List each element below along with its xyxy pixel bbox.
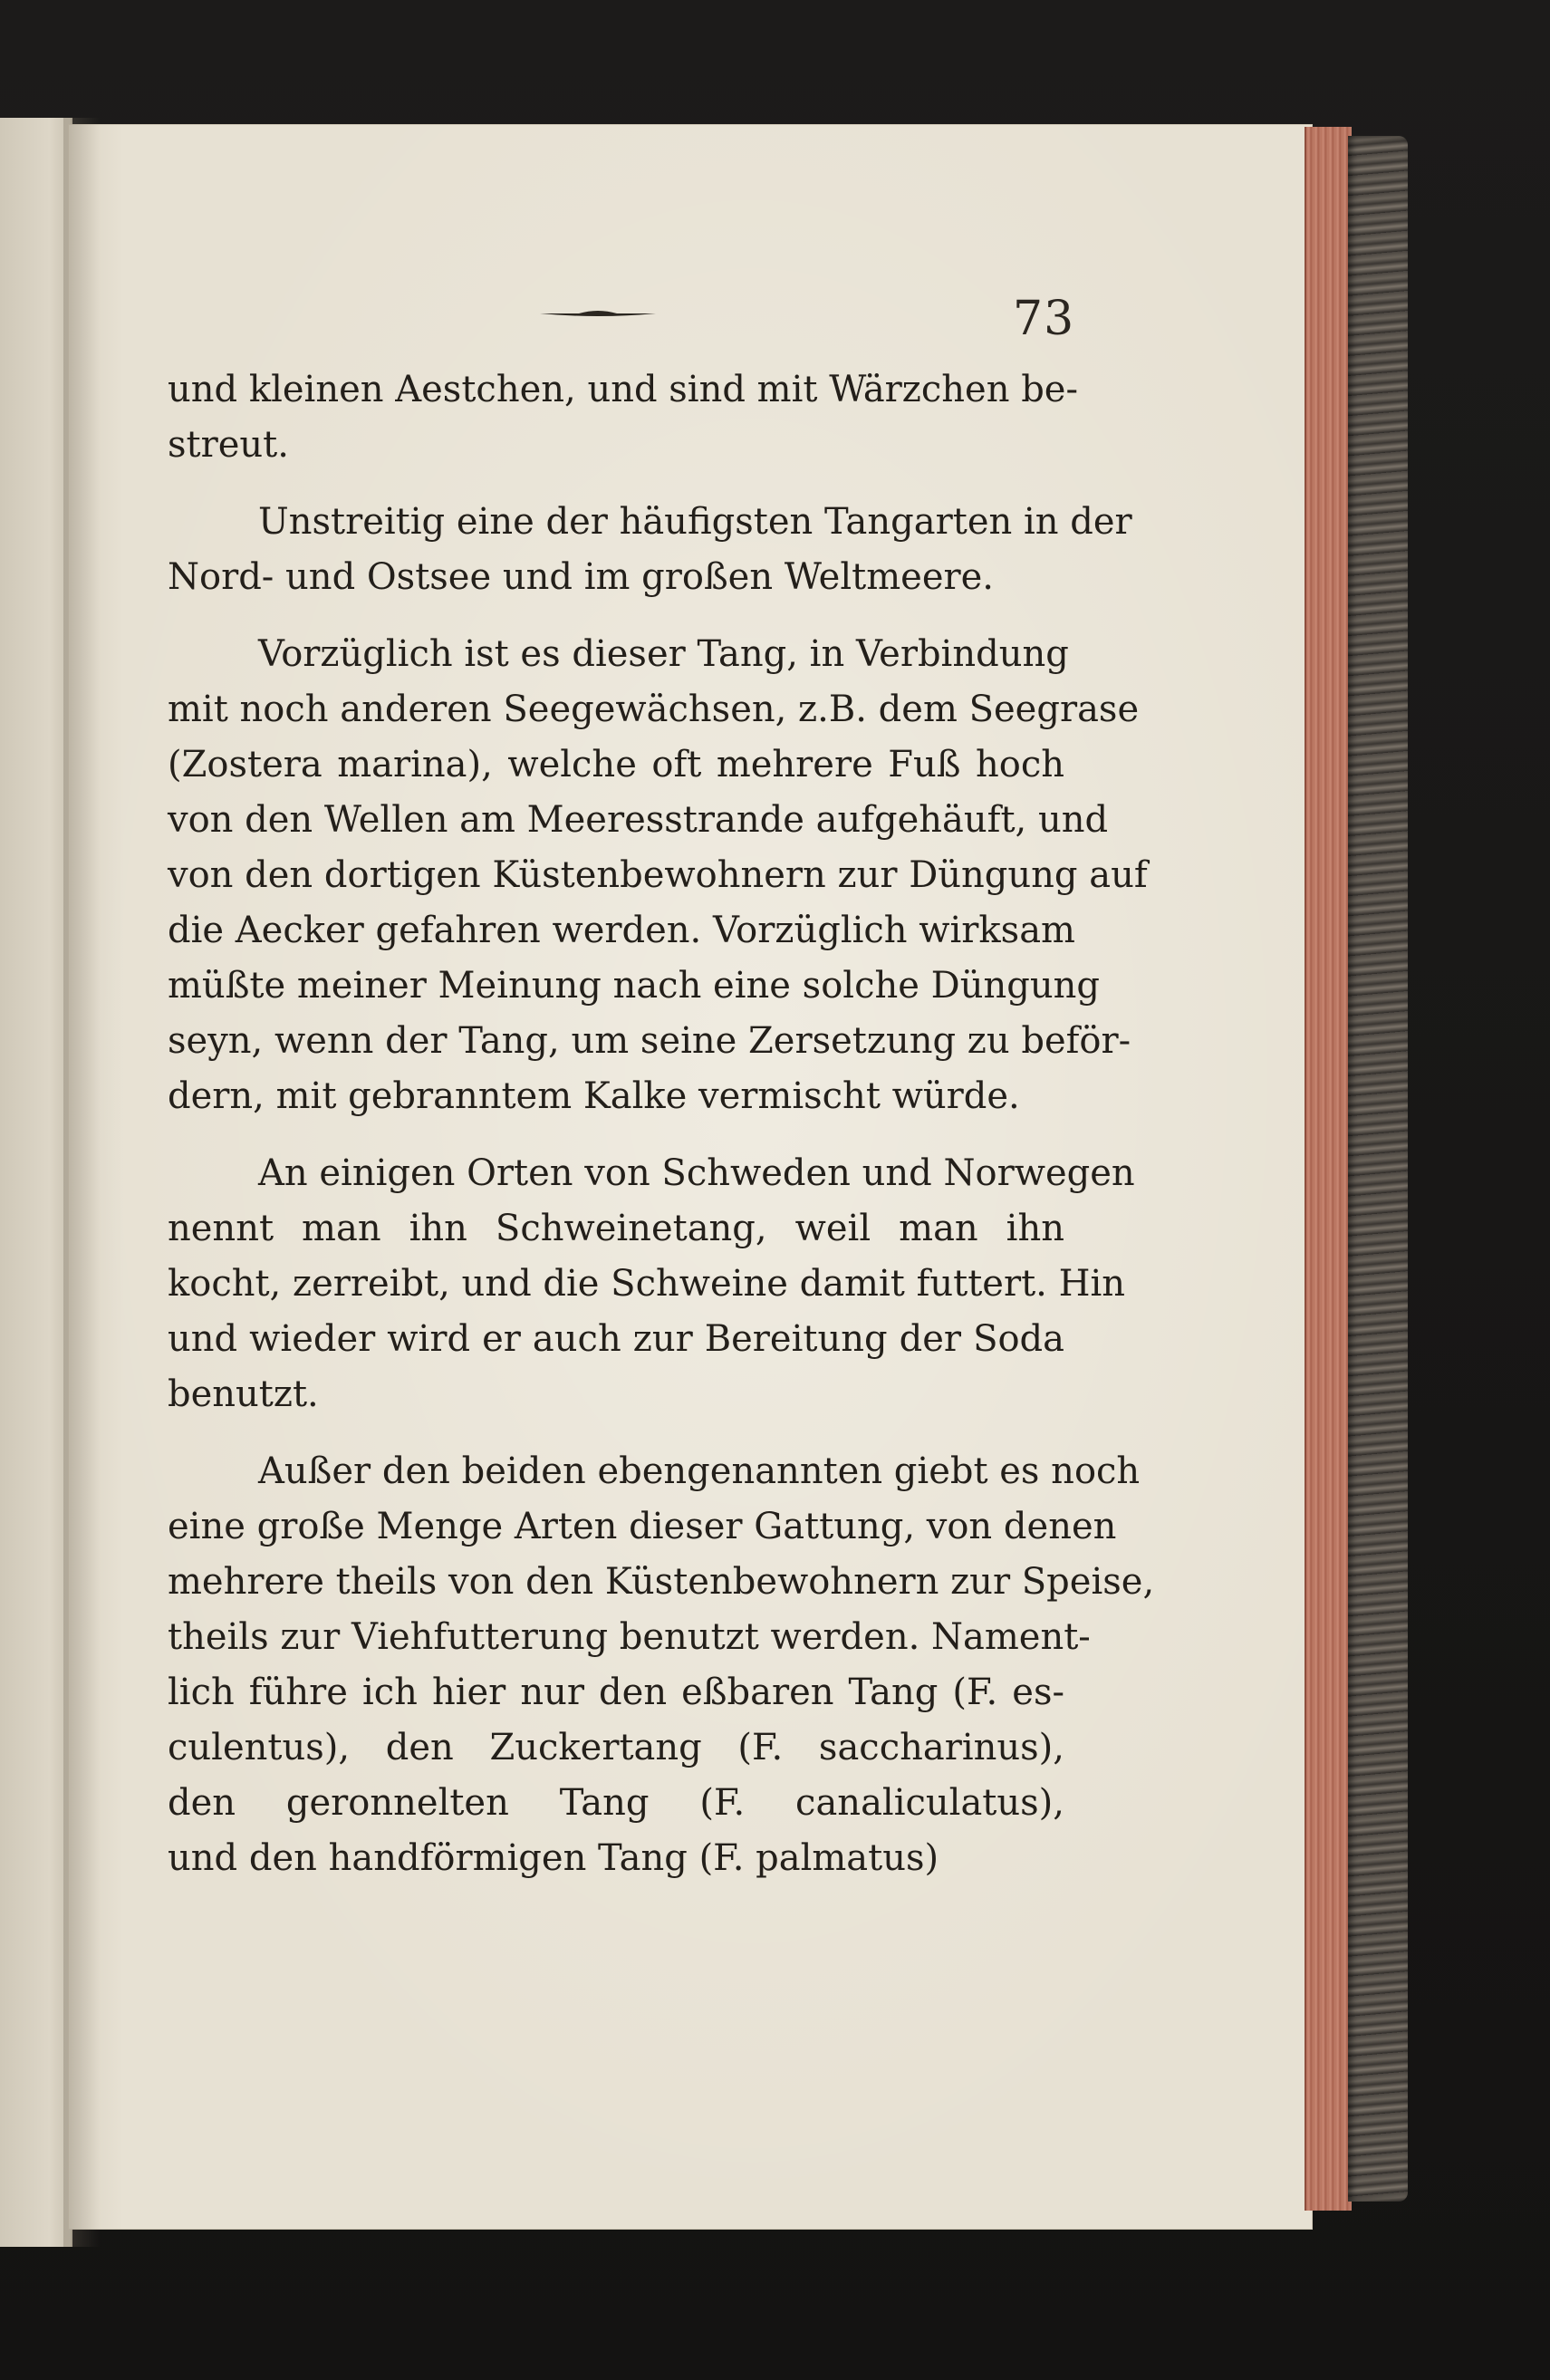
text-line: mehrere theils von den Küstenbewohnern zur Speise, [168, 1561, 1155, 1603]
book-cover-edge [1348, 136, 1408, 2202]
page-gutter-shadow [63, 118, 100, 2247]
text-line: streut. [168, 424, 289, 466]
left-page-edge [0, 118, 72, 2247]
text-line: benutzt. [168, 1373, 319, 1415]
text-line: von den dortigen Küstenbewohnern zur Düngung auf [168, 854, 1148, 896]
paragraph [168, 627, 1148, 1124]
body-text [168, 362, 1155, 1908]
paragraph [168, 1444, 1155, 1886]
text-line: An einigen Orten von Schweden und Norwegen [258, 1152, 1135, 1194]
text-line: lich führe ich hier nur den eßbaren Tang (F. es- [168, 1672, 1064, 1713]
text-line: die Aecker gefahren werden. Vorzüglich wirksam [168, 910, 1075, 951]
page-edges [1305, 127, 1352, 2211]
text-line: culentus), den Zuckertang (F. saccharinus), [168, 1727, 1064, 1768]
text-line: nennt man ihn Schweinetang, weil man ihn [168, 1208, 1064, 1249]
text-line: kocht, zerreibt, und die Schweine damit futtert. Hin [168, 1263, 1126, 1305]
text-line: Unstreitig eine der häufigsten Tangarten in der [258, 501, 1132, 543]
text-line: seyn, wenn der Tang, um seine Zersetzung zu beför- [168, 1020, 1131, 1062]
text-line: von den Wellen am Meeresstrande aufgehäuft, und [168, 799, 1109, 841]
text-line: und wieder wird er auch zur Bereitung der Soda [168, 1318, 1064, 1360]
text-line: und den handförmigen Tang (F. palmatus) [168, 1837, 939, 1879]
text-line: Vorzüglich ist es dieser Tang, in Verbindung [258, 633, 1069, 675]
text-line: (Zostera marina), welche oft mehrere Fuß hoch [168, 744, 1064, 785]
text-line: den geronnelten Tang (F. canaliculatus), [168, 1782, 1064, 1824]
text-line: Nord- und Ostsee und im großen Weltmeere. [168, 556, 994, 598]
text-line: Außer den beiden ebengenannten giebt es noch [258, 1450, 1141, 1492]
header-ornament-rule [538, 308, 658, 319]
text-line: müßte meiner Meinung nach eine solche Düngung [168, 965, 1100, 1007]
text-line: theils zur Viehfutterung benutzt werden. Nament- [168, 1616, 1091, 1658]
paragraph [168, 362, 1078, 473]
page-number: 73 [1013, 292, 1075, 346]
text-line: mit noch anderen Seegewächsen, z.B. dem Seegrase [168, 689, 1140, 730]
text-line: eine große Menge Arten dieser Gattung, von denen [168, 1506, 1117, 1547]
text-line: dern, mit gebranntem Kalke vermischt würde. [168, 1075, 1020, 1117]
paragraph [168, 495, 1132, 605]
text-line: und kleinen Aestchen, und sind mit Wärzchen be- [168, 369, 1078, 410]
paragraph [168, 1146, 1135, 1422]
